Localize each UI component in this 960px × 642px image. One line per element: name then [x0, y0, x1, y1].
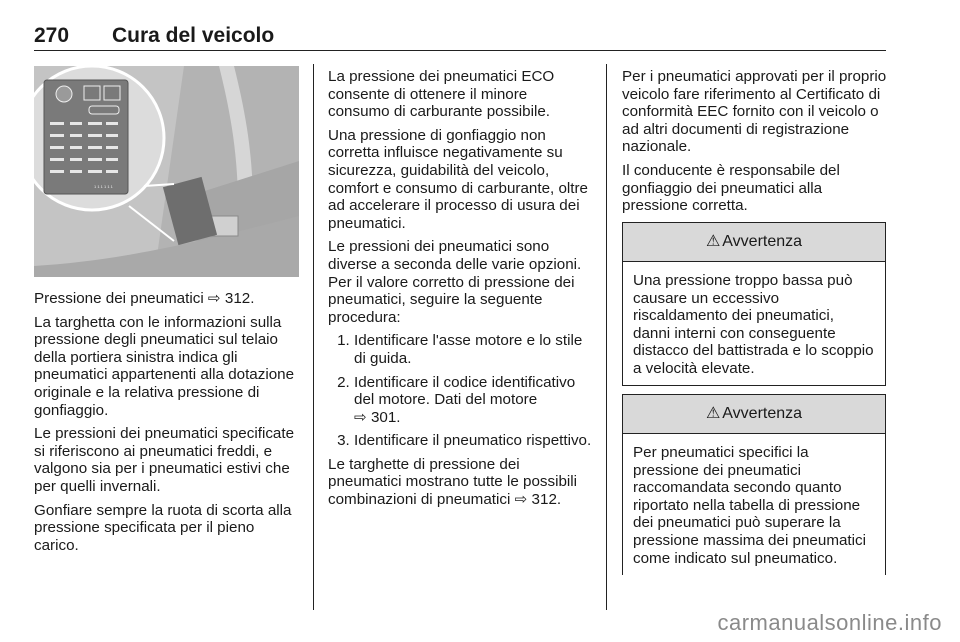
- page-ref-icon: ⇨: [354, 408, 367, 426]
- list-item: 3. Identificare il pneumatico rispettivo.: [354, 432, 593, 450]
- warning-triangle-icon: ⚠: [705, 405, 721, 422]
- warning-text: Una pressione troppo bassa può causare un eccessivo riscaldamento dei pneumatici, danni interni con conseguente distacco del battistrada e lo scoppio a velocità elevate.: [633, 272, 874, 377]
- paragraph: Una pressione di gonfiaggio non corretta influisce negativamente su sicurezza, guidabilità del veicolo, comfort e consumo di carburante, oltre ad accelerare il processo di usura dei pneumatici.: [328, 126, 588, 232]
- warning-header: ⚠ Avvertenza: [623, 223, 885, 262]
- paragraph: La targhetta con le informazioni sulla pressione degli pneumatici sul telaio della portiera sinistra indica gli pneumatici appartenenti alla dotazione originale e la relativa pressione di gonfiaggio.: [34, 313, 295, 419]
- warning-box: [622, 222, 886, 386]
- column-2: [328, 68, 593, 515]
- column-3: [622, 68, 888, 221]
- warning-text: Per pneumatici specifici la pressione dei pneumatici raccomandata secondo quanto riportato nella tabella di pressione dei pneumatici può superare la pressione massima dei pneumatici come indicato sul pneumatico.: [633, 444, 866, 567]
- tire-pressure-label-figure: [34, 66, 299, 277]
- watermark: carmanualsonline.info: [717, 610, 942, 635]
- list-item: 2. Identificare il codice identificativo del motore. Dati del motore ⇨ 301.: [354, 374, 593, 427]
- paragraph: Pressione dei pneumatici ⇨ 312.: [34, 290, 255, 307]
- paragraph: Le pressioni dei pneumatici sono diverse a seconda delle varie opzioni. Per il valore corretto di pressione dei pneumatici, seguire la seguente procedura:: [328, 238, 582, 326]
- page-ref-icon: ⇨: [207, 290, 221, 307]
- warning-triangle-icon: ⚠: [705, 233, 721, 250]
- warning-header: ⚠ Avvertenza: [623, 395, 885, 434]
- column-divider: [606, 64, 607, 610]
- paragraph: Le pressioni dei pneumatici specificate si riferiscono ai pneumatici freddi, e valgono sia per i pneumatici estivi che per quelli invernali.: [34, 425, 295, 495]
- paragraph: Le targhette di pressione dei pneumatici mostrano tutte le possibili combinazioni di pneumatici ⇨ 312.: [328, 455, 578, 509]
- procedure-steps: [328, 332, 593, 450]
- page-title: Cura del veicolo: [112, 24, 275, 47]
- label-code: 1 1 1 1 1 1: [94, 184, 113, 189]
- door-frame-illustration: [34, 66, 299, 277]
- page-header: [34, 24, 886, 51]
- page-number: 270: [34, 24, 70, 47]
- warning-box: [622, 394, 886, 575]
- paragraph: Gonfiare sempre la ruota di scorta alla pressione specificata per il pieno carico.: [34, 501, 292, 554]
- column-1: [34, 290, 299, 560]
- paragraph: Il conducente è responsabile del gonfiaggio dei pneumatici alla pressione corretta.: [622, 161, 840, 215]
- column-divider: [313, 64, 314, 610]
- paragraph: Per i pneumatici approvati per il proprio veicolo fare riferimento al Certificato di conformità EEC fornito con il veicolo o ad altri documenti di registrazione nazionale.: [622, 68, 887, 156]
- page-ref-icon: ⇨: [514, 491, 528, 509]
- paragraph: La pressione dei pneumatici ECO consente di ottenere il minore consumo di carburante possibile.: [328, 68, 555, 121]
- list-item: 1. Identificare l'asse motore e lo stile di guida.: [354, 332, 593, 367]
